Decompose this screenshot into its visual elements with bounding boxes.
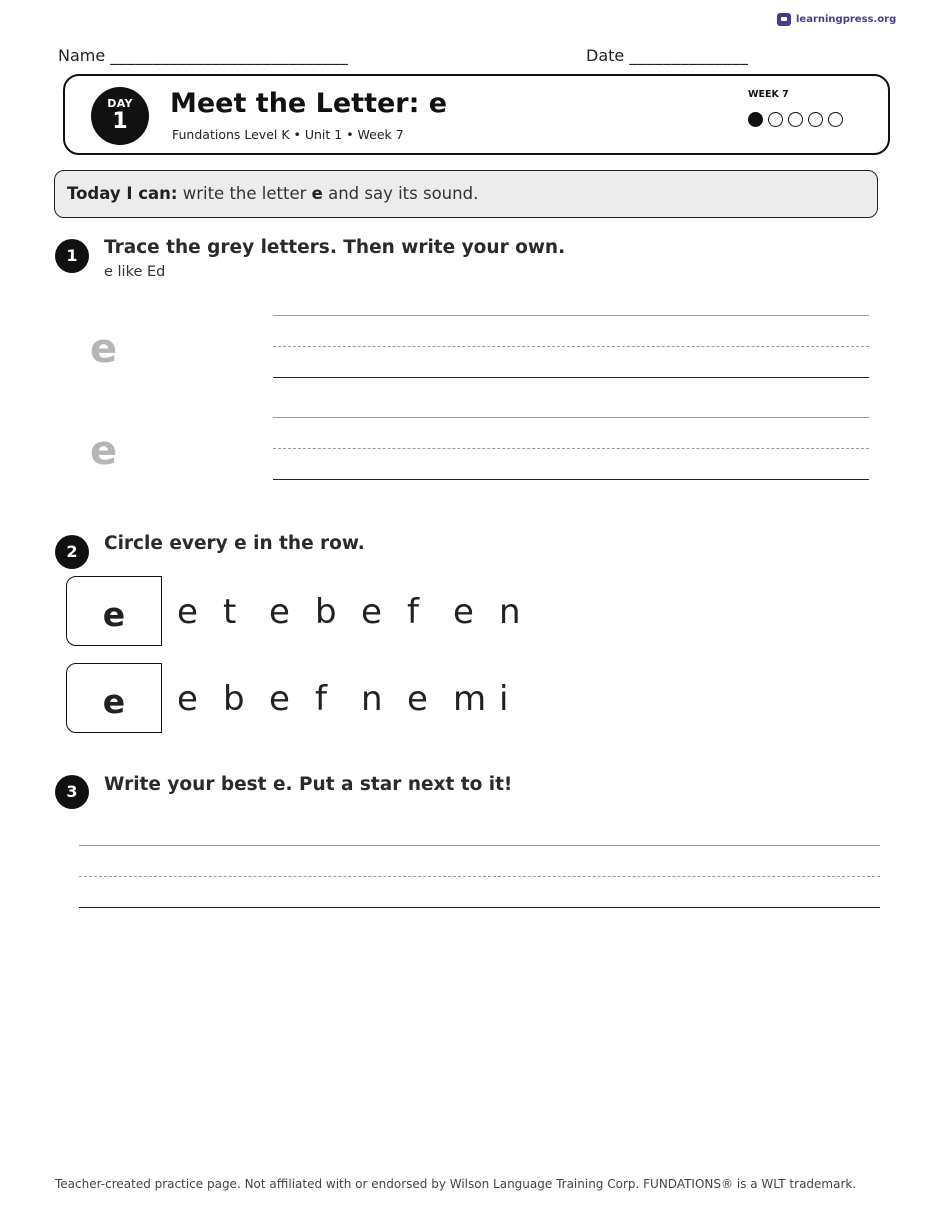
- trace-letter: e: [90, 428, 118, 474]
- name-label: Name: [58, 46, 106, 65]
- day-number: 1: [112, 109, 128, 134]
- day-label: DAY: [107, 97, 133, 110]
- writing-line-top: [273, 417, 869, 418]
- circle-letter[interactable]: e: [269, 679, 290, 719]
- letter-row: [177, 592, 545, 632]
- header-card: [63, 74, 890, 155]
- objective-post: and say its sound.: [322, 184, 479, 203]
- book-icon: [777, 13, 791, 26]
- footer-disclaimer: Teacher-created practice page. Not affiliated with or endorsed by Wilson Language Training Corp. FUNDATIONS® is a WLT trademark.: [55, 1177, 857, 1191]
- objective-lead: Today I can:: [67, 184, 178, 203]
- target-letter-box: e: [66, 576, 162, 646]
- circle-letter[interactable]: e: [269, 592, 290, 632]
- target-letter-box: e: [66, 663, 162, 733]
- objective-box: [54, 170, 878, 218]
- progress-dot: [788, 112, 803, 127]
- week-progress-dots: [748, 112, 843, 127]
- objective-letter: e: [311, 184, 323, 203]
- day-badge: [91, 87, 149, 145]
- date-label: Date: [586, 46, 625, 65]
- brand-text: learningpress.org: [796, 14, 897, 25]
- circle-letter[interactable]: e: [361, 592, 382, 632]
- circle-letter[interactable]: i: [499, 679, 509, 719]
- date-blank[interactable]: ______________: [629, 46, 749, 65]
- objective-pre: write the letter: [177, 184, 312, 203]
- section-2-heading: Circle every e in the row.: [104, 533, 365, 554]
- progress-dot: [828, 112, 843, 127]
- circle-letter[interactable]: n: [499, 592, 521, 632]
- circle-letter[interactable]: e: [177, 592, 198, 632]
- circle-letter[interactable]: e: [453, 592, 474, 632]
- trace-letter: e: [90, 326, 118, 372]
- objective-text: [67, 184, 478, 203]
- writing-line-midline: [273, 346, 869, 347]
- writing-line-baseline[interactable]: [273, 479, 869, 480]
- circle-letter[interactable]: b: [223, 679, 245, 719]
- name-field[interactable]: [58, 46, 348, 65]
- writing-line-midline: [79, 876, 880, 877]
- writing-line-midline: [273, 448, 869, 449]
- circle-letter[interactable]: t: [223, 592, 237, 632]
- circle-letter[interactable]: e: [177, 679, 198, 719]
- page-subtitle: Fundations Level K • Unit 1 • Week 7: [172, 127, 404, 142]
- writing-line-top: [79, 845, 880, 846]
- date-field[interactable]: [586, 46, 748, 65]
- progress-dot: [768, 112, 783, 127]
- circle-letter[interactable]: n: [361, 679, 383, 719]
- writing-line-top: [273, 315, 869, 316]
- section-3-heading: Write your best e. Put a star next to it!: [104, 774, 513, 795]
- name-blank[interactable]: ____________________________: [110, 46, 349, 65]
- section-1-subtext: e like Ed: [104, 264, 166, 280]
- section-1-number: 1: [55, 239, 89, 273]
- section-3-number: 3: [55, 775, 89, 809]
- section-2-number: 2: [55, 535, 89, 569]
- letter-row: [177, 679, 545, 719]
- circle-letter[interactable]: f: [407, 592, 419, 632]
- page-title: Meet the Letter: e: [170, 88, 448, 119]
- section-1-heading: Trace the grey letters. Then write your own.: [104, 237, 566, 258]
- progress-dot: [808, 112, 823, 127]
- circle-letter[interactable]: m: [453, 679, 487, 719]
- circle-letter[interactable]: b: [315, 592, 337, 632]
- circle-letter[interactable]: e: [407, 679, 428, 719]
- progress-dot: [748, 112, 763, 127]
- brand-logo[interactable]: [777, 13, 896, 26]
- writing-line-baseline[interactable]: [273, 377, 869, 378]
- week-label: WEEK 7: [748, 89, 789, 100]
- writing-line-baseline[interactable]: [79, 907, 880, 908]
- circle-letter[interactable]: f: [315, 679, 327, 719]
